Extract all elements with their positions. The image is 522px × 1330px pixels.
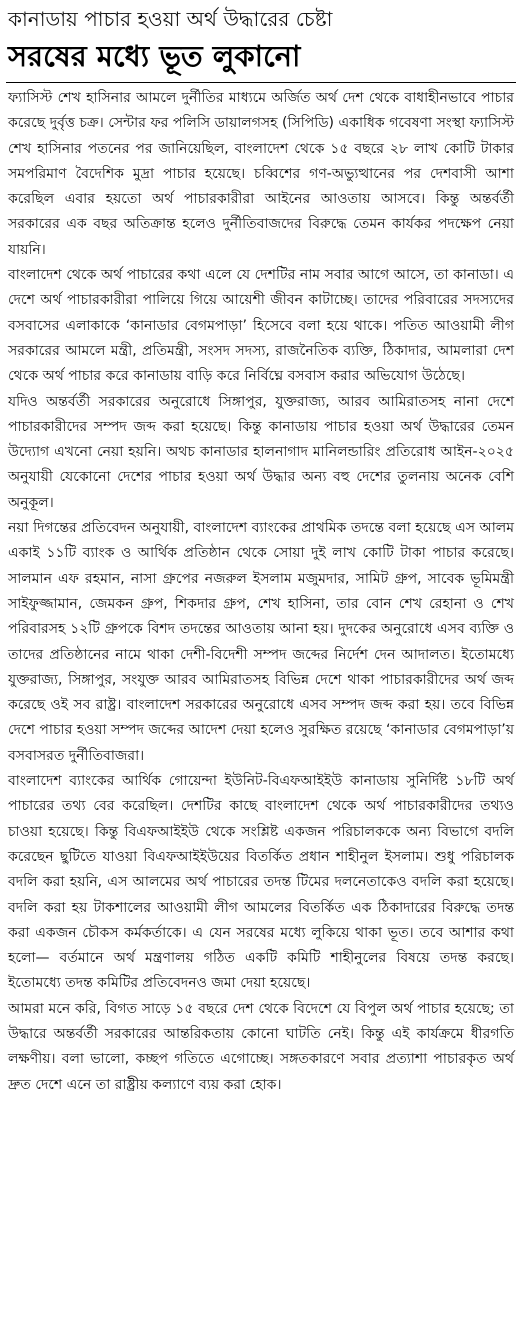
article-paragraph-3: যদিও অন্তর্বর্তী সরকারের অনুরোধে সিঙ্গাপুর, যুক্তরাজ্য, আরব আমিরাতসহ নানা দেশে পাচারকারীদের সম্পদ জব্দ করা হয়েছে। কিন্তু কানাডায় পাচার হওয়া অর্থ উদ্ধারের তেমন উদ্যোগ এখনো নেয়া হয়নি। অথচ কানাডার হালনাগাদ মানিলন্ডারিং প্রতিরোধ আইন-২০২৫ অনুযায়ী যেকোনো দেশের পাচার হওয়া অর্থ উদ্ধার অন্য বহু দেশের তুলনায় অনেক বেশি অনুকূল।	[8, 393, 514, 511]
headline-divider	[6, 82, 516, 83]
article-kicker: কানাডায় পাচার হওয়া অর্থ উদ্ধারের চেষ্টা	[8, 7, 333, 31]
article-paragraph-1: ফ্যাসিস্ট শেখ হাসিনার আমলে দুর্নীতির মাধ্যমে অর্জিত অর্থ দেশ থেকে বাধাহীনভাবে পাচার করেছে দুর্বৃত্ত চক্র। সেন্টার ফর পলিসি ডায়ালগসহ (সিপিডি) একাধিক গবেষণা সংস্থা ফ্যাসিস্ট শেখ হাসিনার পতনের পর জানিয়েছিল, বাংলাদেশ থেকে ১৫ বছরে ২৮ লাখ কোটি টাকার সমপরিমাণ বৈদেশিক মুদ্রা পাচার হয়েছে। চব্বিশের গণ-অভ্যুত্থানের পর দেশবাসী আশা করেছিল এবার হয়তো অর্থ পাচারকারীরা আইনের আওতায় আসবে। কিন্তু অন্তর্বর্তী সরকারের এক বছর অতিক্রান্ত হলেও দুর্নীতিবাজদের বিরুদ্ধে তেমন কার্যকর পদক্ষেপ নেয়া যায়নি।	[8, 90, 514, 258]
article-paragraph-2: বাংলাদেশ থেকে অর্থ পাচারের কথা এলে যে দেশটির নাম সবার আগে আসে, তা কানাডা। এ দেশে অর্থ পাচারকারীরা পালিয়ে গিয়ে আয়েশী জীবন কাটাচ্ছে। তাদের পরিবারের সদস্যদের বসবাসের এলাকাকে ‘কানাডার বেগমপাড়া’ হিসেবে বলা হয়ে থাকে। পতিত আওয়ামী লীগ সরকারের আমলে মন্ত্রী, প্রতিমন্ত্রী, সংসদ সদস্য, রাজনৈতিক ব্যক্তি, ঠিকাদার, আমলারা দেশ থেকে অর্থ পাচার করে কানাডায় বাড়ি করে নির্বিঘ্নে বসবাস করার অভিযোগ উঠেছে।	[8, 267, 514, 385]
article-headline: সরষের মধ্যে ভূত লুকানো	[8, 39, 301, 73]
article-paragraph-6: আমরা মনে করি, বিগত সাড়ে ১৫ বছরে দেশ থেকে বিদেশে যে বিপুল অর্থ পাচার হয়েছে; তা উদ্ধারে অন্তর্বর্তী সরকারের আন্তরিকতায় কোনো ঘাটতি নেই। কিন্তু এই কার্যক্রমে ধীরগতি লক্ষণীয়। বলা ভালো, কচ্ছপ গতিতে এগোচ্ছে। সঙ্গতকারণে সবার প্রত্যাশা পাচারকৃত অর্থ দ্রুত দেশে এনে তা রাষ্ট্রীয় কল্যাণে ব্যয় করা হোক।	[8, 1000, 514, 1093]
article-paragraph-4: নয়া দিগন্তের প্রতিবেদন অনুযায়ী, বাংলাদেশ ব্যাংকের প্রাথমিক তদন্তে বলা হয়েছে এস আলম একাই ১১টি ব্যাংক ও আর্থিক প্রতিষ্ঠান থেকে সোয়া দুই লাখ কোটি টাকা পাচার করেছে। সালমান এফ রহমান, নাসা গ্রুপের নজরুল ইসলাম মজুমদার, সামিট গ্রুপ, সাবেক ভূমিমন্ত্রী সাইফুজ্জামান, জেমকন গ্রুপ, শিকদার গ্রুপ, শেখ হাসিনা, তার বোন শেখ রেহানা ও শেখ পরিবারসহ ১২টি গ্রুপকে বিশদ তদন্তের আওতায় আনা হয়। দুদকের অনুরোধে এসব ব্যক্তি ও তাদের প্রতিষ্ঠানের নামে থাকা দেশী-বিদেশী সম্পদ জব্দের নির্দেশ দেন আদালত। ইতোমধ্যে যুক্তরাজ্য, সিঙ্গাপুর, সংযুক্ত আরব আমিরাতসহ বিভিন্ন দেশে থাকা পাচারকারীদের অর্থ জব্দ করেছে ওই সব রাষ্ট্র। বাংলাদেশ সরকারের অনুরোধে এসব সম্পদ জব্দ করা হয়। তবে বিভিন্ন দেশে পাচার হওয়া সম্পদ জব্দের আদেশ দেয়া হলেও সুরক্ষিত রয়েছে ‘কানাডার বেগমপাড়া’য় বসবাসরত দুর্নীতিবাজরা।	[8, 520, 514, 764]
article-paragraph-5: বাংলাদেশ ব্যাংকের আর্থিক গোয়েন্দা ইউনিট-বিএফআইইউ কানাডায় সুনির্দিষ্ট ১৮টি অর্থ পাচারের তথ্য বের করেছিল। দেশটির কাছে বাংলাদেশ থেকে অর্থ পাচারকারীদের তথ্যও চাওয়া হয়েছে। কিন্তু বিএফআইইউ থেকে সংশ্লিষ্ট একজন পরিচালককে অন্য বিভাগে বদলি করেছেন ছুটিতে যাওয়া বিএফআইইউয়ের বিতর্কিত প্রধান শাহীনুল ইসলাম। শুধু পরিচালক বদলি করা হয়নি, এস আলমের অর্থ পাচারের তদন্ত টিমের দলনেতাকেও বদলি করা হয়েছে। বদলি করা হয় টাকশালের আওয়ামী লীগ আমলের বিতর্কিত এক ঠিকাদারের বিরুদ্ধে তদন্ত করা একজন চৌকস কর্মকর্তাকে। এ যেন সরষের মধ্যে লুকিয়ে থাকা ভূত। তবে আশার কথা হলো— বর্তমানে অর্থ মন্ত্রণালয় গঠিত একটি কমিটি শাহীনুলের বিষয়ে তদন্ত করছে। ইতোমধ্যে তদন্ত কমিটির প্রতিবেদনও জমা দেয়া হয়েছে।	[8, 773, 514, 992]
